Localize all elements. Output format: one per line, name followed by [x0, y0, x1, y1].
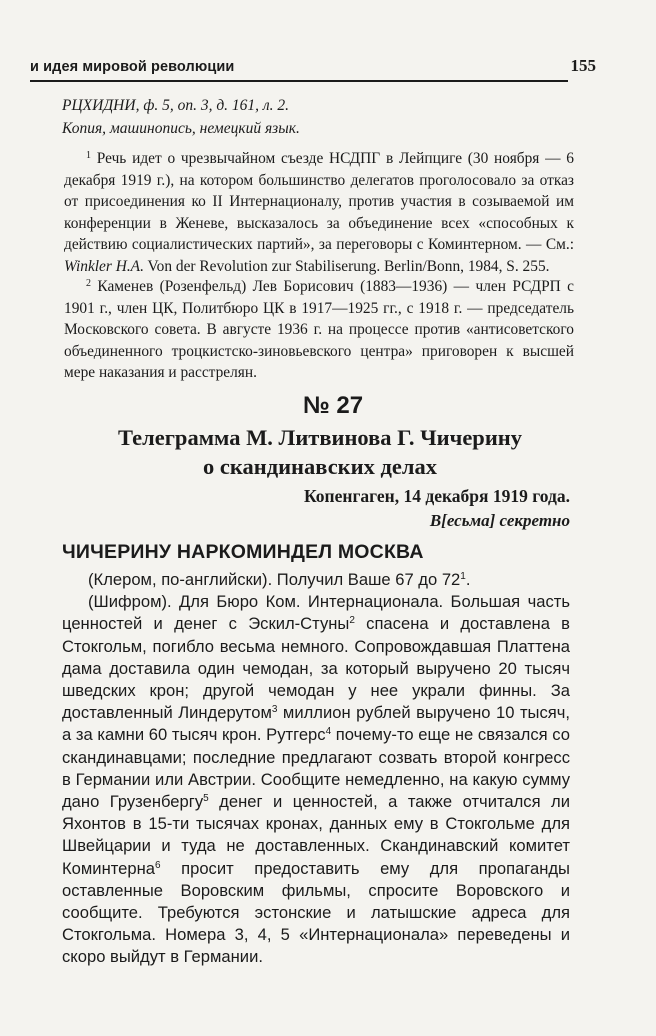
footnote-2 [64, 276, 574, 384]
running-header [30, 56, 596, 82]
document-number: № 27 [302, 392, 364, 419]
footnote-mark: 1 [86, 150, 91, 161]
footnote-mark: 5 [203, 793, 209, 805]
text-run: просит предоставить ему для пропаганды оставленные Воровским фильмы, спросите Воровского и сообщите. Требуются эстонские и латышские адреса для Стокгольма. Номера 3, 4, 5 «Интернационала» переведены и скоро выйдут в Германии. [62, 858, 570, 967]
telegram-paragraph-2 [62, 591, 570, 968]
text-run: . [465, 570, 471, 589]
secrecy-mark: В[есьма] секретно [429, 511, 570, 530]
text-run: миллион рублей выручено 10 тысяч, а за камни 60 тысяч крон. Рутгерс [62, 703, 571, 745]
text-run: (Клером, по-английски). Получил Ваше 67 до 72 [88, 570, 461, 589]
footnote-mark: 4 [325, 726, 332, 738]
document-title-line-2: о скандинавских делах [203, 454, 437, 479]
text-run: (Шифром). Для Бюро Ком. Интернационала. Большая часть ценностей и денег с Эскил-Стуны [62, 592, 570, 634]
footnote-mark: 1 [460, 571, 466, 582]
footnote-ref-author: Winkler H.A. [64, 257, 144, 275]
footnote-mark: 2 [349, 615, 355, 627]
running-header-title: и идея мировой революции [30, 59, 235, 75]
footnote-1 [64, 148, 574, 278]
footnote-mark: 3 [271, 704, 278, 716]
text-run: денег и ценностей, а также отчитался ли Яхонтов в 15-ти тысячах кронах, данных ему в Стокгольме для Швейцарии и туда не доставленных. Скандинавский комитет Коминтерна [62, 792, 571, 878]
text-run: спасена и доставлена в Стокгольм, погибло весьма немного. Сопровождавшая Платтена дама доставила один чемодан, за который выручено 20 тысяч шведских крон; другой чемодан у нее украли финны. За доставленный Линдерутом [62, 614, 570, 723]
telegram-address: ЧИЧЕРИНУ НАРКОМИНДЕЛ МОСКВА [62, 541, 424, 563]
footnote-mark: 2 [86, 278, 91, 289]
footnote-mark: 6 [155, 859, 161, 871]
page-number: 155 [570, 56, 596, 75]
place-date: Копенгаген, 14 декабря 1919 года. [303, 486, 570, 506]
telegram-paragraph-1 [62, 569, 570, 591]
footnote-ref-rest: Von der Revolution zur Stabiliserung. Berlin/Bonn, 1984, S. 255. [143, 257, 550, 275]
text-run: почему-то еще не связался со скандинавцами; последние предлагают созвать второй конгресс в Германии или Австрии. Сообщите немедленно, на какую сумму дано Грузенбергу [62, 725, 571, 812]
footnote-text: Каменев (Розенфельд) Лев Борисович (1883—1936) — член РСДРП с 1901 г., член ЦК, Политбюро ЦК в 1917—1925 гг., с 1918 г. — председатель Московского совета. В августе 1936 г. на процессе против «антисоветского объединенного троцкистско-зиновьевского центра» приговорен к высшей мере наказания и расстрелян. [64, 278, 574, 382]
footnote-text: Речь идет о чрезвычайном съезде НСДПГ в Лейпциге (30 ноября — 6 декабря 1919 г.), на котором большинство делегатов проголосовало за отказ от присоединения ко II Интернационалу, против участия в созываемой им конференции в Женеве, высказалось за объединение всех «способных к действию социалистических партий», за переговоры с Коминтерном. — См.: [64, 150, 574, 254]
telegram-body [62, 569, 570, 969]
archive-reference: РЦХИДНИ, ф. 5, оп. 3, д. 161, л. 2. [62, 97, 290, 114]
copy-note: Копия, машинопись, немецкий язык. [62, 120, 300, 137]
document-title-line-1: Телеграмма М. Литвинова Г. Чичерину [117, 425, 523, 450]
